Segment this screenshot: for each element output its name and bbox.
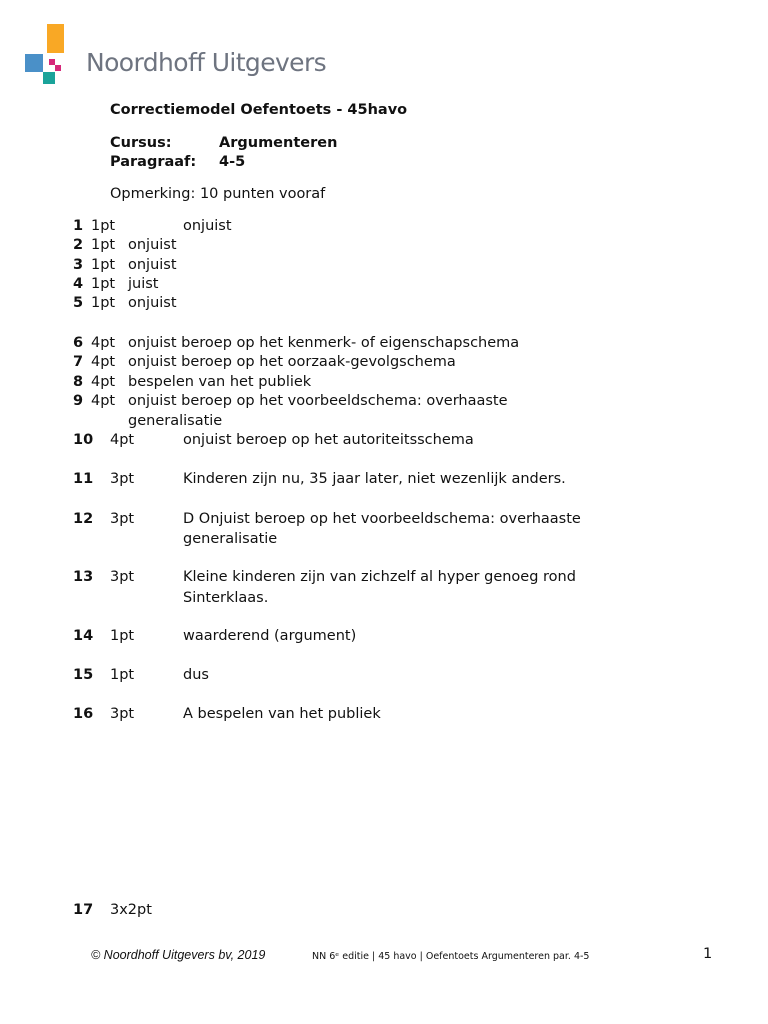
item-points: 4pt	[91, 374, 116, 390]
item-number: 4	[73, 276, 84, 292]
item-answer: onjuist	[128, 295, 177, 311]
remark: Opmerking: 10 punten vooraf	[110, 186, 326, 202]
item-answer: onjuist	[128, 237, 177, 253]
page-number: 1	[703, 946, 713, 962]
item-points: 4pt	[91, 335, 116, 351]
item-answer-continued: Sinterklaas.	[183, 590, 269, 606]
item-points: 3pt	[110, 706, 135, 722]
item-number: 5	[73, 295, 84, 311]
item-answer: onjuist	[128, 257, 177, 273]
item-number: 6	[73, 335, 84, 351]
item-answer: Kleine kinderen zijn van zichzelf al hyper genoeg rond	[183, 569, 576, 585]
item-answer: waarderend (argument)	[183, 628, 357, 644]
item-points: 1pt	[91, 276, 116, 292]
item-points: 3pt	[110, 471, 135, 487]
item-number: 8	[73, 374, 84, 390]
section-value: 4-5	[219, 154, 246, 170]
item-points: 3x2pt	[110, 902, 152, 918]
brand-name: Noordhoff Uitgevers	[86, 48, 327, 77]
item-answer-continued: generalisatie	[183, 531, 278, 547]
item-number: 7	[73, 354, 84, 370]
item-answer: bespelen van het publiek	[128, 374, 312, 390]
item-points: 1pt	[91, 257, 116, 273]
item-number: 15	[73, 667, 94, 683]
item-points: 4pt	[91, 354, 116, 370]
item-number: 1	[73, 218, 84, 234]
item-answer: onjuist beroep op het kenmerk- of eigenschapschema	[128, 335, 520, 351]
item-points: 3pt	[110, 511, 135, 527]
footer-meta: NN 6ᵉ editie | 45 havo | Oefentoets Argumenteren par. 4-5	[312, 951, 590, 962]
item-number: 16	[73, 706, 94, 722]
item-answer: onjuist beroep op het oorzaak-gevolgschema	[128, 354, 456, 370]
section-label: Paragraaf:	[110, 154, 197, 170]
item-number: 10	[73, 432, 94, 448]
item-number: 9	[73, 393, 84, 409]
item-number: 11	[73, 471, 94, 487]
item-answer: A bespelen van het publiek	[183, 706, 381, 722]
item-points: 1pt	[91, 295, 116, 311]
document-title: Correctiemodel Oefentoets - 45havo	[110, 102, 408, 118]
item-points: 1pt	[91, 237, 116, 253]
item-answer-continued: generalisatie	[128, 413, 223, 429]
item-answer: D Onjuist beroep op het voorbeeldschema: overhaaste	[183, 511, 581, 527]
item-number: 13	[73, 569, 94, 585]
item-points: 3pt	[110, 569, 135, 585]
item-number: 12	[73, 511, 94, 527]
item-answer: Kinderen zijn nu, 35 jaar later, niet wezenlijk anders.	[183, 471, 566, 487]
course-value: Argumenteren	[219, 135, 338, 151]
item-number: 14	[73, 628, 94, 644]
noordhoff-logo	[24, 24, 327, 84]
item-number: 2	[73, 237, 84, 253]
item-points: 1pt	[110, 667, 135, 683]
item-answer: juist	[128, 276, 159, 292]
item-answer: onjuist	[183, 218, 232, 234]
item-points: 1pt	[110, 628, 135, 644]
item-points: 1pt	[91, 218, 116, 234]
footer-copyright: © Noordhoff Uitgevers bv, 2019	[91, 948, 266, 962]
item-answer: onjuist beroep op het voorbeeldschema: overhaaste	[128, 393, 508, 409]
item-points: 4pt	[91, 393, 116, 409]
item-answer: onjuist beroep op het autoriteitsschema	[183, 432, 474, 448]
course-label: Cursus:	[110, 135, 172, 151]
item-points: 4pt	[110, 432, 135, 448]
item-number: 17	[73, 902, 94, 918]
item-number: 3	[73, 257, 84, 273]
item-answer: dus	[183, 667, 209, 683]
logo-squares-icon	[24, 24, 64, 84]
